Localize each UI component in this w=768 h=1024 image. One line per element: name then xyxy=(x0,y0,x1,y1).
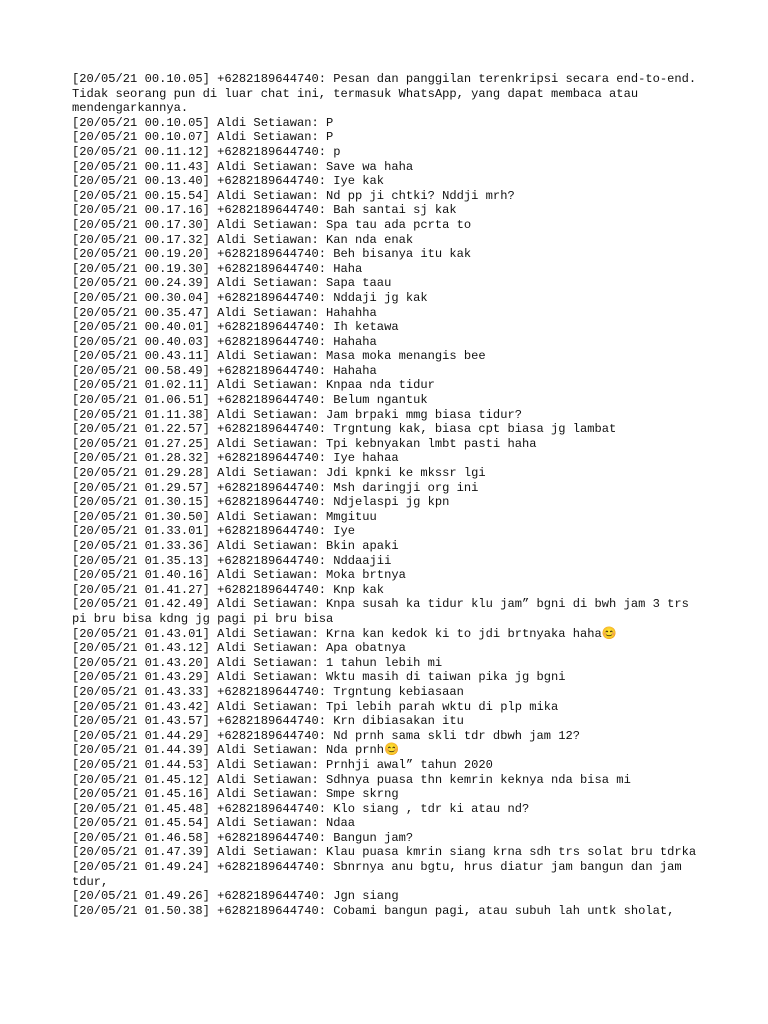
chat-line: [20/05/21 00.40.01] +6282189644740: Ih ketawa xyxy=(72,320,399,335)
chat-line: [20/05/21 00.11.43] Aldi Setiawan: Save wa haha xyxy=(72,159,414,174)
chat-line: [20/05/21 01.40.16] Aldi Setiawan: Moka brtnya xyxy=(72,568,406,583)
chat-line: [20/05/21 00.11.12] +6282189644740: p xyxy=(72,144,341,159)
chat-line: [20/05/21 01.30.50] Aldi Setiawan: Mmgituu xyxy=(72,509,377,524)
chat-line: [20/05/21 00.35.47] Aldi Setiawan: Hahahha xyxy=(72,305,377,320)
chat-line: [20/05/21 00.17.32] Aldi Setiawan: Kan nda enak xyxy=(72,232,414,247)
chat-line: [20/05/21 00.15.54] Aldi Setiawan: Nd pp ji chtki? Nddji mrh? xyxy=(72,188,515,203)
chat-line: [20/05/21 01.06.51] +6282189644740: Belum ngantuk xyxy=(72,393,428,408)
chat-line: [20/05/21 00.40.03] +6282189644740: Hahaha xyxy=(72,334,377,349)
chat-line: [20/05/21 00.17.30] Aldi Setiawan: Spa tau ada pcrta to xyxy=(72,217,472,232)
chat-line: [20/05/21 01.45.12] Aldi Setiawan: Sdhnya puasa thn kemrin keknya nda bisa mi xyxy=(72,772,631,787)
chat-line: [20/05/21 01.27.25] Aldi Setiawan: Tpi kebnyakan lmbt pasti haha xyxy=(72,436,537,451)
chat-line: [20/05/21 00.19.30] +6282189644740: Haha xyxy=(72,261,363,276)
chat-line: [20/05/21 01.44.53] Aldi Setiawan: Prnhji awal” tahun 2020 xyxy=(72,757,493,772)
chat-line: [20/05/21 01.45.54] Aldi Setiawan: Ndaa xyxy=(72,816,356,831)
chat-line: [20/05/21 01.43.33] +6282189644740: Trgntung kebiasaan xyxy=(72,684,464,699)
chat-line: [20/05/21 00.10.05] +6282189644740: Pesan dan panggilan terenkripsi secara end-to-end. Tidak seorang pun di luar chat ini, termasuk WhatsApp, yang dapat membaca atau mendengarkannya. xyxy=(72,72,704,116)
chat-line: [20/05/21 01.43.20] Aldi Setiawan: 1 tahun lebih mi xyxy=(72,655,443,670)
chat-line: [20/05/21 00.24.39] Aldi Setiawan: Sapa taau xyxy=(72,276,392,291)
chat-line: [20/05/21 00.10.05] Aldi Setiawan: P xyxy=(72,115,334,130)
chat-line: [20/05/21 01.30.15] +6282189644740: Ndjelaspi jg kpn xyxy=(72,495,450,510)
chat-line: [20/05/21 01.50.38] +6282189644740: Cobami bangun pagi, atau subuh lah untk sholat, xyxy=(72,903,675,918)
chat-transcript xyxy=(72,72,702,918)
chat-line: [20/05/21 01.33.36] Aldi Setiawan: Bkin apaki xyxy=(72,539,399,553)
chat-line: [20/05/21 01.43.01] Aldi Setiawan: Krna kan kedok ki to jdi brtnyaka haha😊 xyxy=(72,626,617,641)
chat-line: [20/05/21 01.29.28] Aldi Setiawan: Jdi kpnki ke mkssr lgi xyxy=(72,466,486,481)
chat-line: [20/05/21 01.43.29] Aldi Setiawan: Wktu masih di taiwan pika jg bgni xyxy=(72,670,566,685)
chat-line: [20/05/21 01.44.29] +6282189644740: Nd prnh sama skli tdr dbwh jam 12? xyxy=(72,728,581,743)
chat-line: [20/05/21 00.19.20] +6282189644740: Beh bisanya itu kak xyxy=(72,247,472,262)
chat-line: [20/05/21 01.22.57] +6282189644740: Trgntung kak, biasa cpt biasa jg lambat xyxy=(72,422,617,437)
chat-line: [20/05/21 00.17.16] +6282189644740: Bah santai sj kak xyxy=(72,203,457,218)
chat-line: [20/05/21 01.49.24] +6282189644740: Sbnrnya anu bgtu, hrus diatur jam bangun dan jam tdur, xyxy=(72,860,689,889)
chat-line: [20/05/21 01.43.57] +6282189644740: Krn dibiasakan itu xyxy=(72,714,464,729)
chat-line: [20/05/21 01.11.38] Aldi Setiawan: Jam brpaki mmg biasa tidur? xyxy=(72,407,522,422)
chat-line: [20/05/21 01.43.42] Aldi Setiawan: Tpi lebih parah wktu di plp mika xyxy=(72,699,559,714)
chat-line: [20/05/21 01.28.32] +6282189644740: Iye hahaa xyxy=(72,451,399,466)
chat-line: [20/05/21 01.42.49] Aldi Setiawan: Knpa susah ka tidur klu jam” bgni di bwh jam 3 trs pi bru bisa kdng jg pagi pi bru bisa xyxy=(72,597,697,626)
chat-line: [20/05/21 01.44.39] Aldi Setiawan: Nda prnh😊 xyxy=(72,743,400,758)
chat-line: [20/05/21 01.29.57] +6282189644740: Msh daringji org ini xyxy=(72,480,479,495)
chat-line: [20/05/21 01.47.39] Aldi Setiawan: Klau puasa kmrin siang krna sdh trs solat bru tdrka xyxy=(72,845,697,860)
chat-line: [20/05/21 01.43.12] Aldi Setiawan: Apa obatnya xyxy=(72,641,406,656)
chat-line: [20/05/21 00.43.11] Aldi Setiawan: Masa moka menangis bee xyxy=(72,349,486,364)
chat-line: [20/05/21 01.41.27] +6282189644740: Knp kak xyxy=(72,582,385,597)
chat-line: [20/05/21 00.58.49] +6282189644740: Hahaha xyxy=(72,363,377,378)
chat-line: [20/05/21 00.30.04] +6282189644740: Nddaji jg kak xyxy=(72,290,428,305)
chat-line: [20/05/21 01.02.11] Aldi Setiawan: Knpaa nda tidur xyxy=(72,378,435,393)
chat-line: [20/05/21 01.33.01] +6282189644740: Iye xyxy=(72,524,356,539)
chat-line: [20/05/21 01.49.26] +6282189644740: Jgn siang xyxy=(72,889,399,904)
chat-line: [20/05/21 01.45.48] +6282189644740: Klo siang , tdr ki atau nd? xyxy=(72,801,530,816)
chat-line: [20/05/21 01.35.13] +6282189644740: Nddaajii xyxy=(72,553,392,568)
chat-line: [20/05/21 01.45.16] Aldi Setiawan: Smpe skrng xyxy=(72,787,399,802)
chat-line: [20/05/21 00.10.07] Aldi Setiawan: P xyxy=(72,130,334,145)
chat-line: [20/05/21 00.13.40] +6282189644740: Iye kak xyxy=(72,174,385,189)
chat-line: [20/05/21 01.46.58] +6282189644740: Bangun jam? xyxy=(72,830,414,845)
